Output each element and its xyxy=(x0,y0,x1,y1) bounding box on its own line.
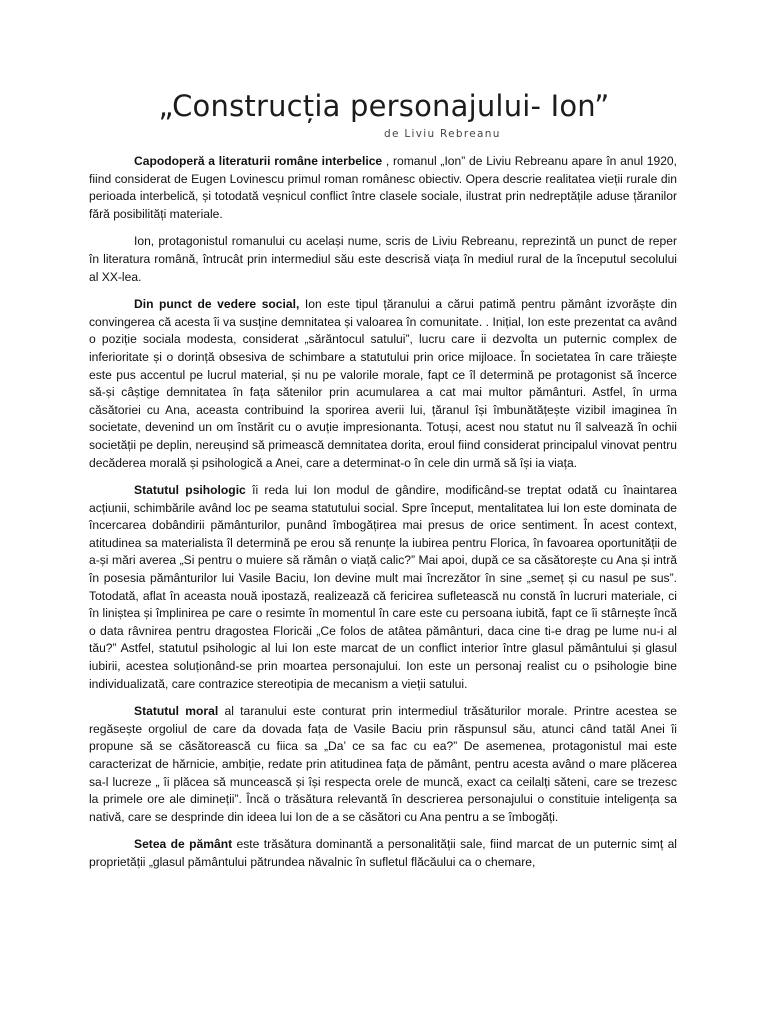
paragraph-land xyxy=(89,836,677,871)
paragraph-lead: Setea de pământ xyxy=(134,837,233,852)
paragraph-text: este trăsătura dominantă a personalității sale, fiind marcat de un puternic simț al proprietății „glasul pământului pătrundea năvalnic în sufletul flăcăului ca o chemare, xyxy=(89,837,677,869)
paragraph-text: Ion este tipul țăranului a cărui patimă pentru pământ izvorăște din convingerea că acesta îi va susține demnitatea și valoarea în comunitate. . Inițial, Ion este prezentat ca având o poziție sociala modesta, considerat „sărăntocul satului”, lucru care ii dezvolta un puternic complex de inferioritate și o dorință obsesiva de schimbare a statutului prin orice mijloace. În societatea în care trăiește este pus accentul pe lucrul material, și nu pe valorile morale, fapt ce îl determină pe protagonist să încerce să-și câștige demnitatea în fața sătenilor prin acumularea a cat mai multor pământuri. Astfel, în urma căsătoriei cu Ana, aceasta contribuind la sporirea averii lui, țăranul își îmbunătățește vizibil imaginea în societate, devenind un om înstărit cu o avuție impresionanta. Totuși, acest nou statut nu îl salvează în ochii societății pe deplin, nereușind să primească demnitatea dorita, eroul fiind considerat principalul vinovat pentru decăderea morală și psihologică a Anei, care a determinat-o în cele din urmă să își ia viața. xyxy=(89,297,678,470)
document-title: „Construcția personajului- Ion” xyxy=(158,89,610,123)
document-subtitle: de Liviu Rebreanu xyxy=(384,128,501,140)
paragraph-lead: Capodoperă a literaturii române interbelice xyxy=(134,154,383,168)
paragraph-moral xyxy=(89,703,677,826)
paragraph-intro xyxy=(89,153,677,223)
paragraph-psychological xyxy=(89,482,677,693)
paragraph-lead: Statutul psihologic xyxy=(134,483,246,498)
paragraph-text: , romanul „Ion” de Liviu Rebreanu apare în anul 1920, fiind considerat de Eugen Lovinescu primul roman românesc obiectiv. Opera descrie realitatea vieții rurale din perioada interbelică, și totodată veșnicul conflict între clasele sociale, ilustrat prin nedreptățile aduse țăranilor fără posibilități materiale. xyxy=(89,154,678,221)
paragraph-text: Ion, protagonistul romanului cu același nume, scris de Liviu Rebreanu, reprezintă un punct de reper în literatura română, întrucât prin intermediul său este descrisă viața în mediul rural de la începutul secolului al XX-lea. xyxy=(89,234,677,284)
paragraph-protagonist xyxy=(89,233,677,286)
paragraph-lead: Statutul moral xyxy=(134,704,219,719)
paragraph-text: îi reda lui Ion modul de gândire, modificând-se treptat odată cu înaintarea acțiunii, schimbările având loc pe seama statutului social. Spre început, mentalitatea lui Ion este dominata de încercarea dobândirii pământurilor, punând îmbogățirea mai presus de orice sentiment. În acest context, atitudinea sa materialista îl determină pe erou să renunțe la iubirea pentru Florica, în favoarea oportunității de a-și mări averea „Si pentru o muiere să rămân o viață calic?” Mai apoi, după ce sa căsătorește cu Ana și intră în posesia pământurilor lui Vasile Baciu, Ion devine mult mai încrezător în sine „semeț și cu nasul pe sus”. Totodată, aflat în aceasta nouă ipostază, realizează că fericirea sufletească nu constă în lucruri materiale, ci în liniștea și împlinirea pe care o resimte în momentul în care este cu persoana iubită, fapt ce îi stârnește încă o data râvnirea pentru dragostea Floricăi „Ce folos de atâtea pământuri, daca cine ti-e drag pe lume nu-i al tău?” Astfel, statutul psihologic al lui Ion este marcat de un conflict interior între glasul pământului și glasul iubirii, acestea soluționând-se prin moartea personajului. Ion este un personaj realist cu o psihologie bine individualizată, care contrazice stereotipia de mecanism a vieții satului. xyxy=(89,483,677,691)
paragraph-text: al taranului este conturat prin intermediul trăsăturilor morale. Printre acestea se regăsește orgoliul de care da dovada fața de Vasile Baciu prin răspunsul său, atunci când tatăl Anei îi propune să se căsătorească cu fiica sa „Da’ ce sa fac cu ea?” De asemenea, protagonistul mai este caracterizat de hărnicie, ambiție, redate prin atitudinea fața de pământ, pentru acesta având o mare plăcerea sa-l lucreze „ îi plăcea să muncească și își respecta orele de muncă, exact ca ceilalți săteni, care se trezesc la primele ore ale dimineții”. Încă o trăsătura relevantă în descrierea personajului o constituie inteligența sa nativă, care se desprinde din ideea lui Ion de a se căsători cu Ana pentru a se îmbogăți. xyxy=(89,704,678,824)
document-body xyxy=(89,153,677,882)
paragraph-lead: Din punct de vedere social, xyxy=(134,297,300,312)
paragraph-social xyxy=(89,296,677,472)
